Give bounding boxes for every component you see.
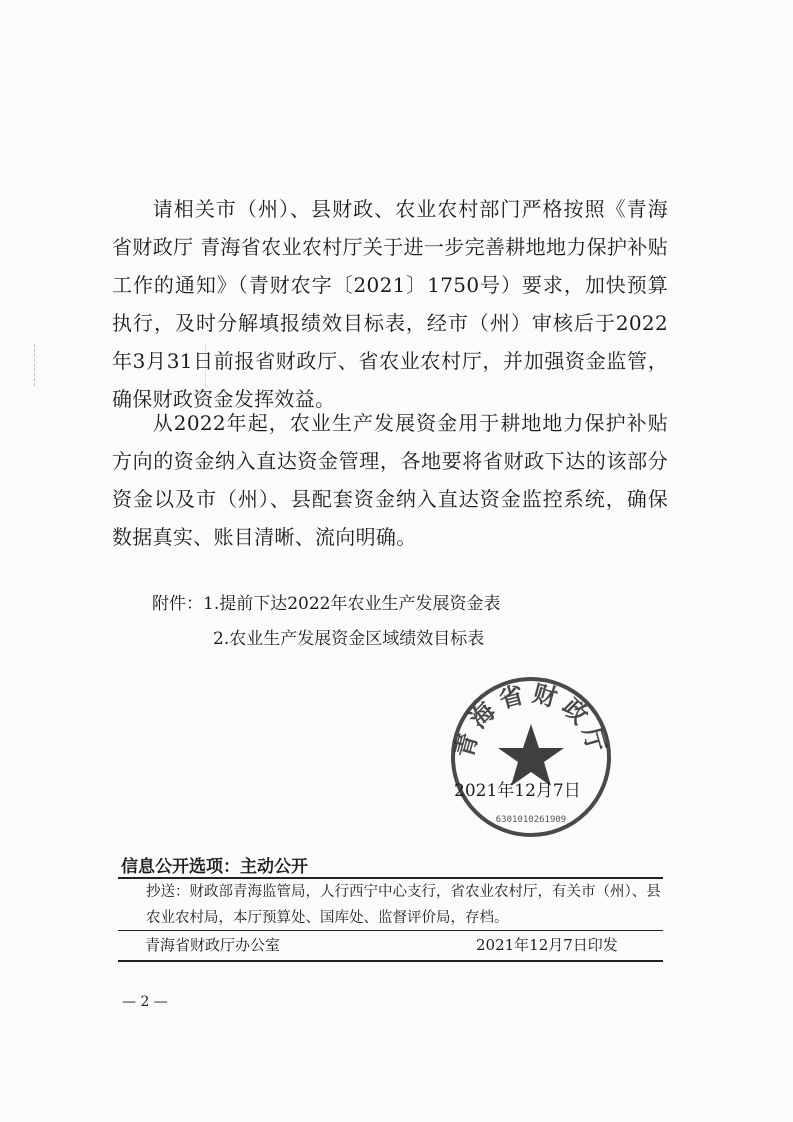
divider-bottom (118, 960, 663, 962)
page-number: — 2 — (122, 994, 168, 1010)
paragraph-2-text: 从2022年起，农业生产发展资金用于耕地地力保护补贴方向的资金纳入直达资金管理，各地要将省财政下达的该部分资金以及市（州）、县配套资金纳入直达资金监控系统，确保数据真实、账目清晰、流向明确。 (112, 411, 668, 549)
cc-list: 抄送：财政部青海监管局，人行西宁中心支行，省农业农村厅，有关市（州）、县农业农村局，本厅预算处、国库处、监督评价局，存档。 (146, 884, 661, 926)
attachment-2: 2.农业生产发展资金区域绩效目标表 (213, 629, 485, 649)
svg-text:青海省财政厅: 青海省财政厅 (448, 678, 614, 761)
official-seal (446, 672, 616, 842)
signature-date: 2021年12月7日 (454, 781, 581, 801)
body-paragraph-2 (112, 404, 668, 556)
publish-date: 2021年12月7日印发 (476, 936, 618, 954)
body-paragraph-1 (112, 190, 668, 418)
issuing-office: 青海省财政厅办公室 (145, 936, 281, 954)
disclosure-option: 信息公开选项：主动公开 (121, 857, 308, 877)
divider-middle (118, 930, 663, 931)
svg-text:6301010261909: 6301010261909 (495, 815, 567, 825)
paragraph-1-text: 请相关市（州）、县财政、农业农村部门严格按照《青海省财政厅 青海省农业农村厅关于进一步完善耕地地力保护补贴工作的通知》（青财农字〔2021〕1750号）要求，加快预算执行，及时分解填报绩效目标表，经市（州）审核后于2022年3月31日前报省财政厅、省农业农村厅，并加强资金监管，确保财政资金发挥效益。 (112, 197, 668, 411)
attachment-1: 附件：1.提前下达2022年农业生产发展资金表 (152, 594, 501, 614)
